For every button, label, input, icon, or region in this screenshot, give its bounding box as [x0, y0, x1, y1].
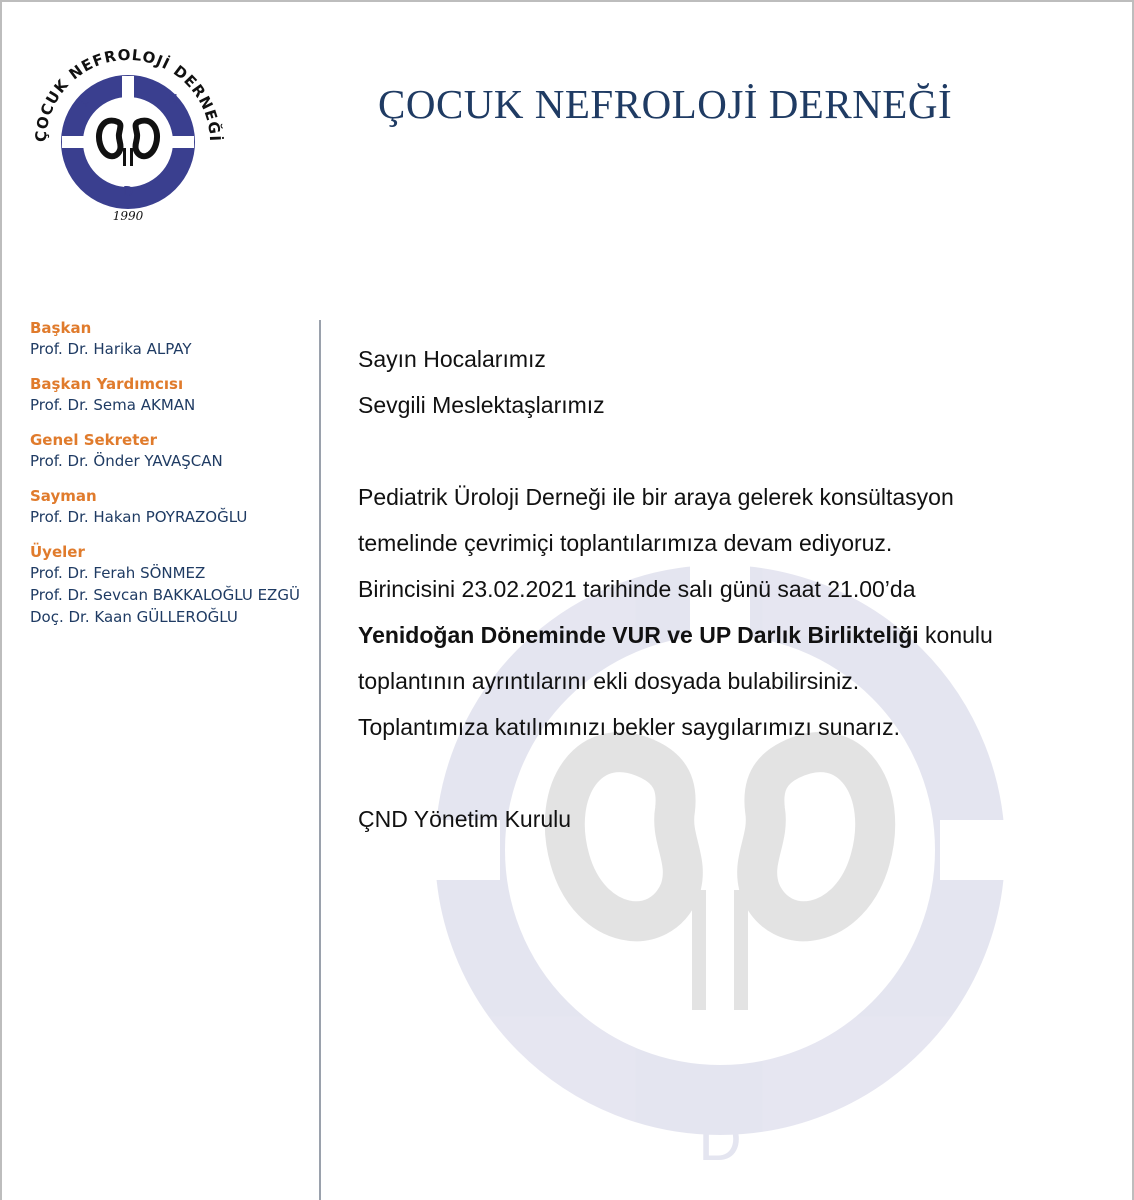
- vertical-divider: [319, 320, 321, 1200]
- body-line: toplantının ayrıntılarını ekli dosyada bulabilirsiniz.: [358, 668, 860, 694]
- logo-letter-n: N: [168, 93, 178, 108]
- logo-letter-d: D: [123, 185, 134, 200]
- member-name: Prof. Dr. Hakan POYRAZOĞLU: [30, 508, 248, 526]
- body-line: [358, 612, 1118, 658]
- greeting-line: Sevgili Meslektaşlarımız: [358, 392, 605, 418]
- board-sidebar: [30, 318, 315, 642]
- logo-letter-c: Ç: [80, 93, 90, 108]
- role-general-secretary: [30, 430, 315, 472]
- role-members: [30, 542, 315, 628]
- role-president: [30, 318, 315, 360]
- role-title: Başkan Yardımcısı: [30, 375, 184, 393]
- body-line: Toplantımıza katılımınızı bekler saygılarımızı sunarız.: [358, 714, 900, 740]
- logo-ring-text: ÇOCUK NEFROLOJİ DERNEĞİ: [31, 45, 225, 143]
- member-name: Prof. Dr. Sema AKMAN: [30, 396, 196, 414]
- role-treasurer: [30, 486, 315, 528]
- organization-title: ÇOCUK NEFROLOJİ DERNEĞİ: [378, 81, 953, 127]
- body-line: Pediatrik Üroloji Derneği ile bir araya gelerek konsültasyon: [358, 484, 954, 510]
- body-line: temelinde çevrimiçi toplantılarımıza devam ediyoruz.: [358, 530, 893, 556]
- role-title: Genel Sekreter: [30, 431, 157, 449]
- signature: ÇND Yönetim Kurulu: [358, 806, 572, 832]
- member-name: Doç. Dr. Kaan GÜLLEROĞLU: [30, 608, 238, 626]
- body-line: Birincisini 23.02.2021 tarihinde salı günü saat 21.00’da: [358, 576, 916, 602]
- member-name: Prof. Dr. Önder YAVAŞCAN: [30, 452, 223, 470]
- svg-text:D: D: [698, 1106, 742, 1173]
- member-name: Prof. Dr. Ferah SÖNMEZ: [30, 564, 206, 582]
- role-title: Üyeler: [30, 543, 85, 561]
- member-name: Prof. Dr. Harika ALPAY: [30, 340, 192, 358]
- association-logo: [22, 24, 232, 234]
- role-title: Sayman: [30, 487, 97, 505]
- role-vice-president: [30, 374, 315, 416]
- body-text: konulu: [918, 622, 993, 648]
- meeting-topic: Yenidoğan Döneminde VUR ve UP Darlık Birlikteliği: [358, 622, 919, 648]
- member-name: Prof. Dr. Sevcan BAKKALOĞLU EZGÜ: [30, 586, 300, 604]
- greeting-line: Sayın Hocalarımız: [358, 346, 546, 372]
- logo-year: 1990: [112, 209, 144, 223]
- letter-body: [358, 336, 1118, 842]
- role-title: Başkan: [30, 319, 92, 337]
